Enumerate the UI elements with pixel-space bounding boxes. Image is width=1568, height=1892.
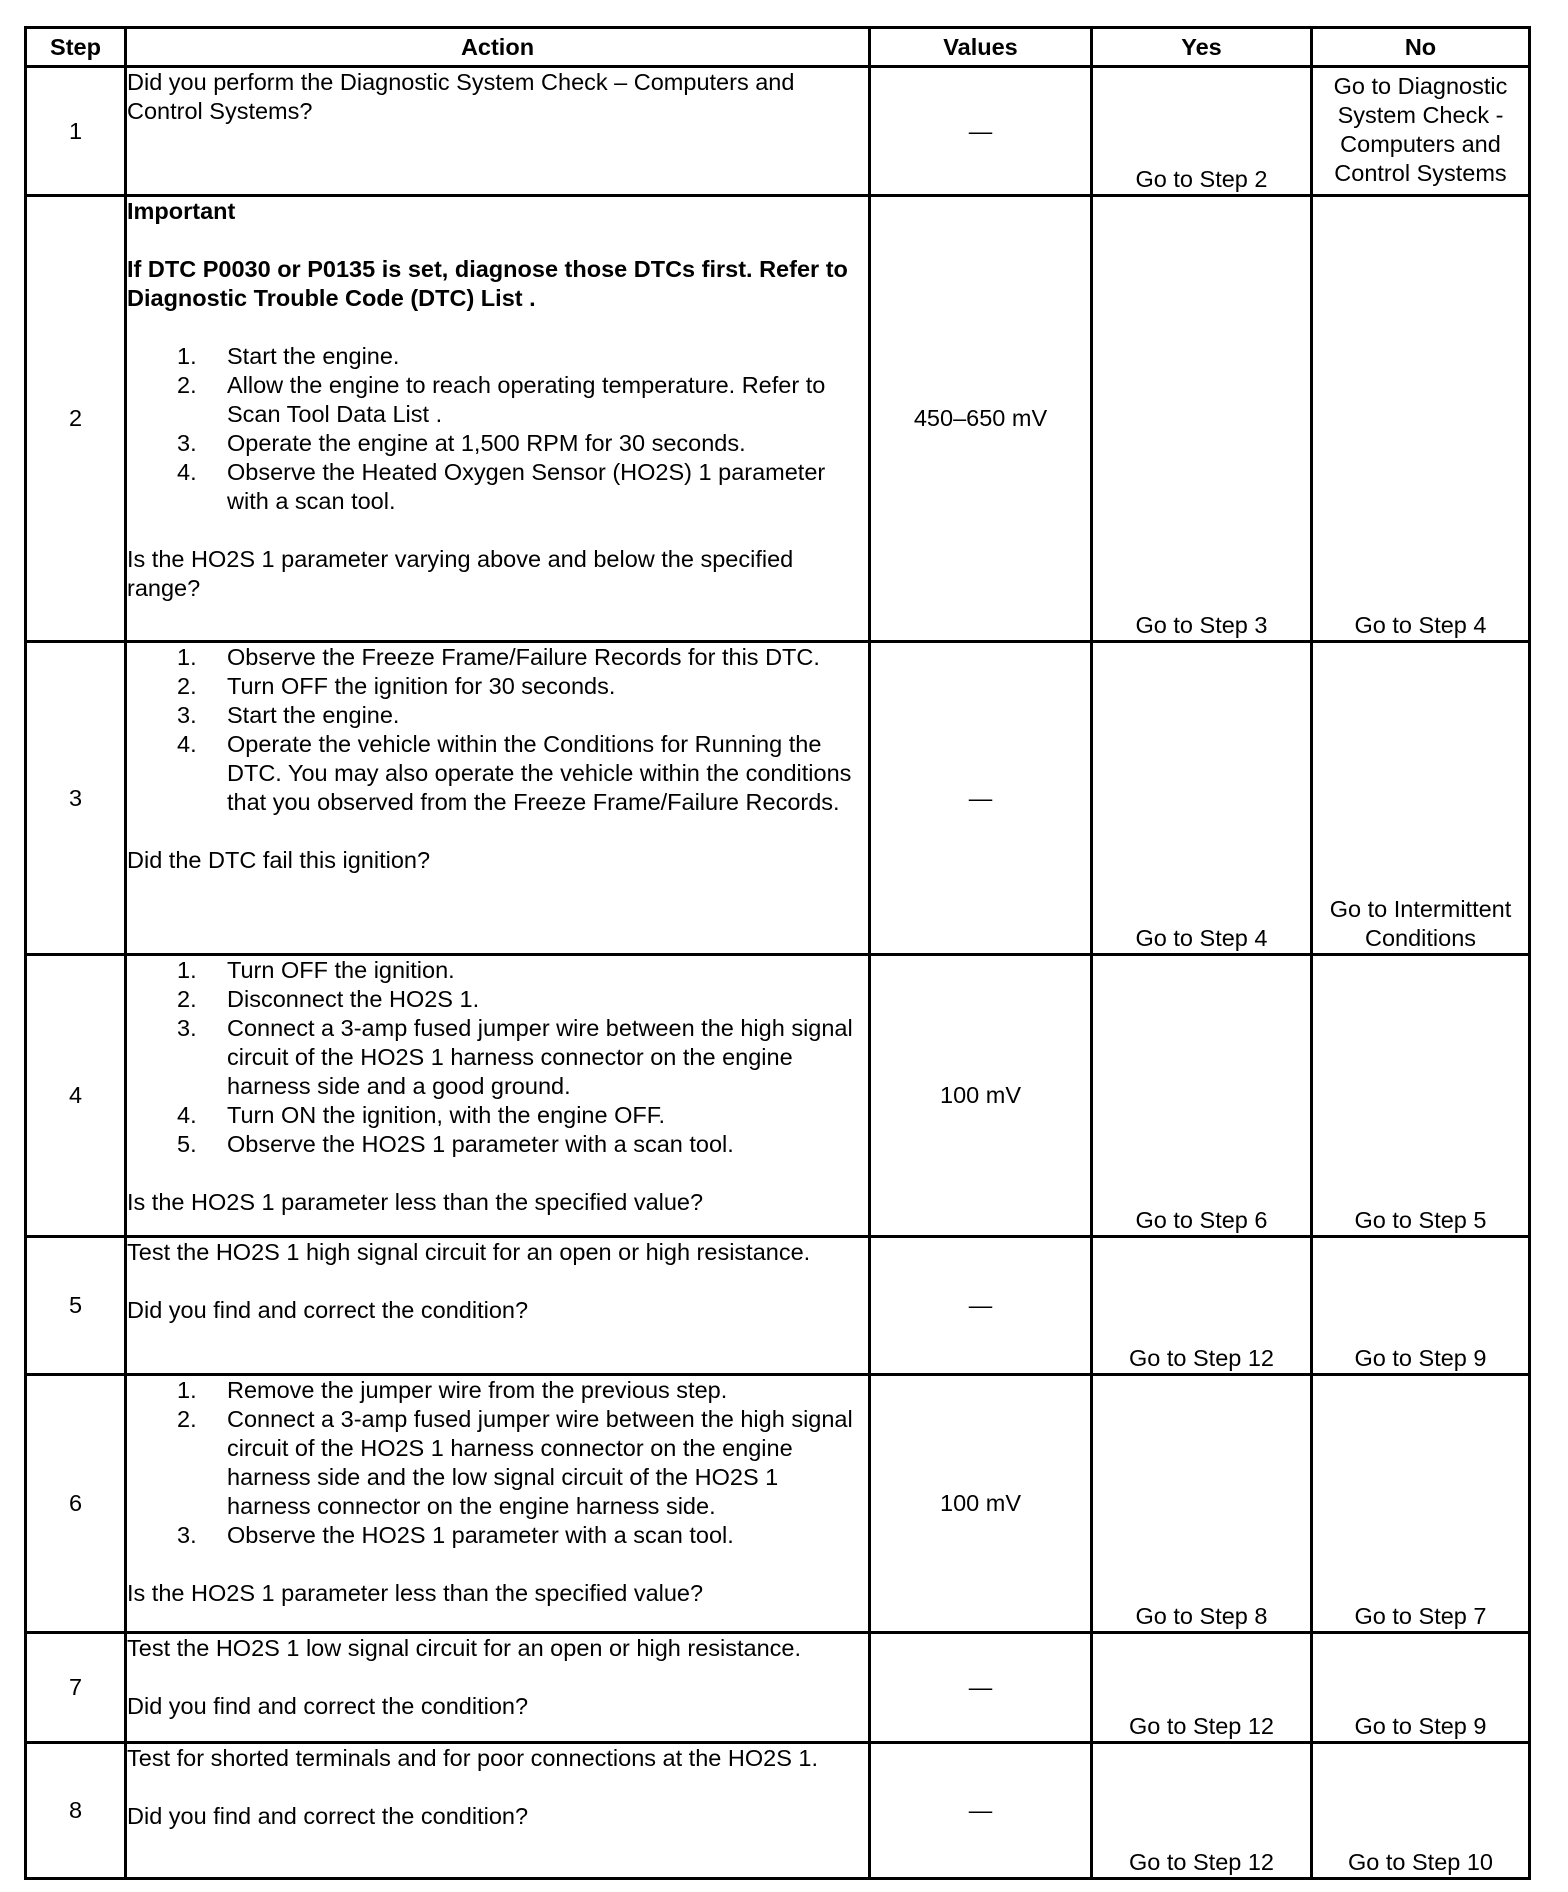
yes-cell: Go to Step 2: [1092, 67, 1312, 196]
list-item: 1. Remove the jumper wire from the previous step.: [177, 1377, 728, 1403]
table-row: [26, 642, 1530, 955]
step-list: [127, 643, 868, 817]
value-cell: 450–650 mV: [870, 196, 1092, 642]
list-item: 3. Observe the HO2S 1 parameter with a scan tool.: [177, 1522, 734, 1548]
table-row: [26, 955, 1530, 1237]
value-cell: —: [870, 1633, 1092, 1743]
header-step: Step: [26, 28, 126, 67]
list-item: 1. Start the engine.: [177, 343, 400, 369]
action-text: Test the HO2S 1 high signal circuit for an open or high resistance.: [127, 1239, 811, 1265]
yes-cell: Go to Step 12: [1092, 1633, 1312, 1743]
table-row: [26, 1743, 1530, 1879]
list-item: 2. Connect a 3-amp fused jumper wire between the high signal circuit of the HO2S 1 harness connector on the engine harness side and the low signal circuit of the HO2S 1 harness connector on the engine harness side.: [177, 1406, 853, 1519]
diagnostic-table: [24, 26, 1531, 1880]
table-row: [26, 67, 1530, 196]
list-item: 4. Operate the vehicle within the Conditions for Running the DTC. You may also operate the vehicle within the conditions that you observed from the Freeze Frame/Failure Records.: [177, 731, 852, 815]
action-cell: [126, 1237, 870, 1375]
question-text: Is the HO2S 1 parameter less than the specified value?: [127, 1189, 704, 1215]
list-item: 3. Connect a 3-amp fused jumper wire between the high signal circuit of the HO2S 1 harness connector on the engine harness side and a good ground.: [177, 1015, 853, 1099]
question-text: Did you find and correct the condition?: [127, 1297, 529, 1323]
no-cell: Go to Step 10: [1312, 1743, 1530, 1879]
question-text: Did you find and correct the condition?: [127, 1803, 529, 1829]
list-item: 2. Allow the engine to reach operating temperature. Refer to Scan Tool Data List .: [177, 372, 826, 427]
important-text: If DTC P0030 or P0135 is set, diagnose those DTCs first. Refer to Diagnostic Trouble Code (DTC) List .: [127, 256, 848, 311]
header-yes: Yes: [1092, 28, 1312, 67]
header-values: Values: [870, 28, 1092, 67]
value-cell: 100 mV: [870, 955, 1092, 1237]
header-no: No: [1312, 28, 1530, 67]
action-text: Test the HO2S 1 low signal circuit for an open or high resistance.: [127, 1635, 802, 1661]
step-list: [127, 1376, 868, 1550]
action-text: Test for shorted terminals and for poor connections at the HO2S 1.: [127, 1745, 819, 1771]
value-cell: —: [870, 1743, 1092, 1879]
step-number: 1: [26, 67, 126, 196]
important-title: Important: [127, 198, 236, 224]
yes-cell: Go to Step 4: [1092, 642, 1312, 955]
action-cell: [126, 1743, 870, 1879]
action-cell: [126, 1633, 870, 1743]
list-item: 4. Turn ON the ignition, with the engine OFF.: [177, 1102, 666, 1128]
list-item: 5. Observe the HO2S 1 parameter with a scan tool.: [177, 1131, 734, 1157]
list-item: 2. Disconnect the HO2S 1.: [177, 986, 480, 1012]
no-cell: Go to Step 5: [1312, 955, 1530, 1237]
step-number: 5: [26, 1237, 126, 1375]
list-item: 1. Turn OFF the ignition.: [177, 957, 455, 983]
no-cell: Go to Diagnostic System Check - Computers and Control Systems: [1312, 67, 1530, 196]
step-list: [127, 342, 868, 516]
table-row: [26, 1633, 1530, 1743]
value-cell: 100 mV: [870, 1375, 1092, 1633]
table-row: [26, 196, 1530, 642]
no-cell: Go to Step 9: [1312, 1237, 1530, 1375]
list-item: 2. Turn OFF the ignition for 30 seconds.: [177, 673, 616, 699]
step-number: 4: [26, 955, 126, 1237]
question-text: Did the DTC fail this ignition?: [127, 847, 431, 873]
yes-cell: Go to Step 3: [1092, 196, 1312, 642]
question-text: Is the HO2S 1 parameter less than the specified value?: [127, 1580, 704, 1606]
yes-cell: Go to Step 12: [1092, 1237, 1312, 1375]
step-number: 8: [26, 1743, 126, 1879]
yes-cell: Go to Step 8: [1092, 1375, 1312, 1633]
yes-cell: Go to Step 12: [1092, 1743, 1312, 1879]
no-cell: Go to Step 7: [1312, 1375, 1530, 1633]
question-text: Did you find and correct the condition?: [127, 1693, 529, 1719]
header-action: Action: [126, 28, 870, 67]
list-item: 3. Operate the engine at 1,500 RPM for 30 seconds.: [177, 430, 746, 456]
action-cell: [126, 1375, 870, 1633]
action-text: Did you perform the Diagnostic System Check – Computers and Control Systems?: [127, 69, 795, 124]
value-cell: —: [870, 67, 1092, 196]
table-row: [26, 1237, 1530, 1375]
header-row: [26, 28, 1530, 67]
step-number: 3: [26, 642, 126, 955]
action-cell: [126, 67, 870, 196]
step-number: 7: [26, 1633, 126, 1743]
question-text: Is the HO2S 1 parameter varying above and below the specified range?: [127, 546, 794, 601]
step-number: 2: [26, 196, 126, 642]
list-item: 3. Start the engine.: [177, 702, 400, 728]
value-cell: —: [870, 642, 1092, 955]
list-item: 4. Observe the Heated Oxygen Sensor (HO2S) 1 parameter with a scan tool.: [177, 459, 826, 514]
action-cell: [126, 196, 870, 642]
no-cell: Go to Intermittent Conditions: [1312, 642, 1530, 955]
no-cell: Go to Step 4: [1312, 196, 1530, 642]
table-row: [26, 1375, 1530, 1633]
action-cell: [126, 642, 870, 955]
action-cell: [126, 955, 870, 1237]
yes-cell: Go to Step 6: [1092, 955, 1312, 1237]
step-list: [127, 956, 868, 1159]
list-item: 1. Observe the Freeze Frame/Failure Records for this DTC.: [177, 644, 820, 670]
no-cell: Go to Step 9: [1312, 1633, 1530, 1743]
step-number: 6: [26, 1375, 126, 1633]
value-cell: —: [870, 1237, 1092, 1375]
